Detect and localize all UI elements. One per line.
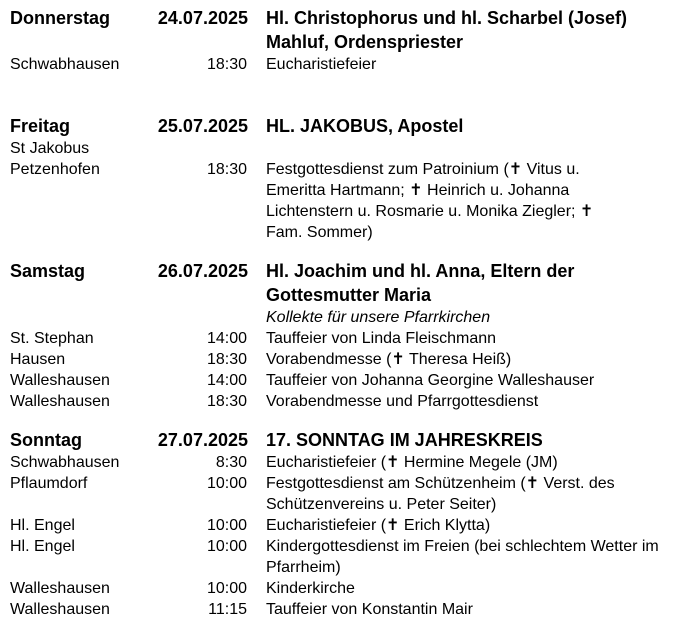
schedule-entry (0, 159, 700, 243)
day-date: 26.07.2025 (157, 261, 248, 281)
schedule-entry (0, 370, 700, 391)
day-name: Samstag (10, 261, 86, 281)
day-header (0, 6, 700, 54)
schedule-entry (0, 54, 700, 75)
entry-place: Petzenhofen (10, 161, 100, 178)
feast-title: Hl. Christophorus und hl. Scharbel (Josef) Mahluf, Ordenspriester (266, 8, 628, 52)
entry-time: 10:00 (206, 538, 247, 555)
schedule-entry (0, 349, 700, 370)
feast-title: 17. SONNTAG IM JAHRESKREIS (266, 430, 543, 450)
entry-description: Vorabendmesse (✝ Theresa Heiß) (266, 351, 512, 368)
entry-place: Hl. Engel (10, 517, 75, 534)
entry-time: 18:30 (206, 393, 247, 410)
entry-description: Festgottesdienst zum Patroinium (✝ Vitus u. Emeritta Hartmann; ✝ Heinrich u. Johanna Lichtenstern u. Rosmarie u. Monika Ziegler; ✝ Fam. Sommer) (266, 161, 594, 241)
feast-title: HL. JAKOBUS, Apostel (266, 116, 464, 136)
day-header (0, 428, 700, 452)
entry-description: Kinderkirche (266, 580, 355, 597)
schedule-entry (0, 452, 700, 473)
entry-description: Tauffeier von Johanna Georgine Walleshauser (266, 372, 595, 389)
feast-title: Hl. Joachim und hl. Anna, Eltern der Gottesmutter Maria (266, 261, 575, 305)
day-name: Sonntag (10, 430, 82, 450)
schedule-entry (0, 578, 700, 599)
entry-time: 18:30 (206, 161, 247, 178)
entry-description: Eucharistiefeier (✝ Erich Klytta) (266, 517, 491, 534)
schedule-entry (0, 599, 700, 620)
entry-place: Walleshausen (10, 601, 110, 618)
day-date: 27.07.2025 (157, 430, 248, 450)
day-header (0, 259, 700, 307)
entry-description: Tauffeier von Konstantin Mair (266, 601, 473, 618)
schedule-entry (0, 473, 700, 515)
entry-place: Walleshausen (10, 393, 110, 410)
day-date: 25.07.2025 (157, 116, 248, 136)
entry-place: Schwabhausen (10, 454, 120, 471)
entry-time: 11:15 (208, 601, 247, 618)
entry-description: Festgottesdienst am Schützenheim (✝ Verst. des Schützenvereins u. Peter Seiter) (266, 475, 615, 513)
entry-time: 14:00 (206, 372, 247, 389)
entry-time: 14:00 (206, 330, 247, 347)
day-date: 24.07.2025 (157, 8, 248, 28)
church-subheading: St Jakobus (10, 140, 90, 157)
schedule-entry (0, 328, 700, 349)
entry-time: 8:30 (215, 454, 247, 471)
day-header (0, 114, 700, 138)
schedule-entry (0, 536, 700, 578)
day-block-sunday (0, 428, 700, 620)
day-block-saturday (0, 259, 700, 412)
entry-description: Eucharistiefeier (266, 56, 377, 73)
subheading-row (0, 138, 700, 159)
collection-note: Kollekte für unsere Pfarrkirchen (266, 309, 491, 326)
entry-time: 18:30 (206, 56, 247, 73)
entry-place: St. Stephan (10, 330, 94, 347)
entry-time: 10:00 (206, 475, 247, 492)
day-block-thursday (0, 6, 700, 75)
entry-time: 10:00 (206, 580, 247, 597)
entry-description: Kindergottesdienst im Freien (bei schlechtem Wetter im Pfarrheim) (266, 538, 659, 576)
schedule-entry (0, 515, 700, 536)
entry-place: Walleshausen (10, 372, 110, 389)
entry-description: Eucharistiefeier (✝ Hermine Megele (JM) (266, 454, 558, 471)
entry-time: 18:30 (206, 351, 247, 368)
day-name: Freitag (10, 116, 71, 136)
entry-place: Hl. Engel (10, 538, 75, 555)
entry-description: Vorabendmesse und Pfarrgottesdienst (266, 393, 539, 410)
day-name: Donnerstag (10, 8, 111, 28)
entry-time: 10:00 (206, 517, 247, 534)
collection-note-row (0, 307, 700, 328)
entry-place: Walleshausen (10, 580, 110, 597)
entry-place: Pflaumdorf (10, 475, 88, 492)
day-block-friday (0, 114, 700, 243)
schedule-entry (0, 391, 700, 412)
entry-place: Hausen (10, 351, 66, 368)
entry-place: Schwabhausen (10, 56, 120, 73)
entry-description: Tauffeier von Linda Fleischmann (266, 330, 497, 347)
